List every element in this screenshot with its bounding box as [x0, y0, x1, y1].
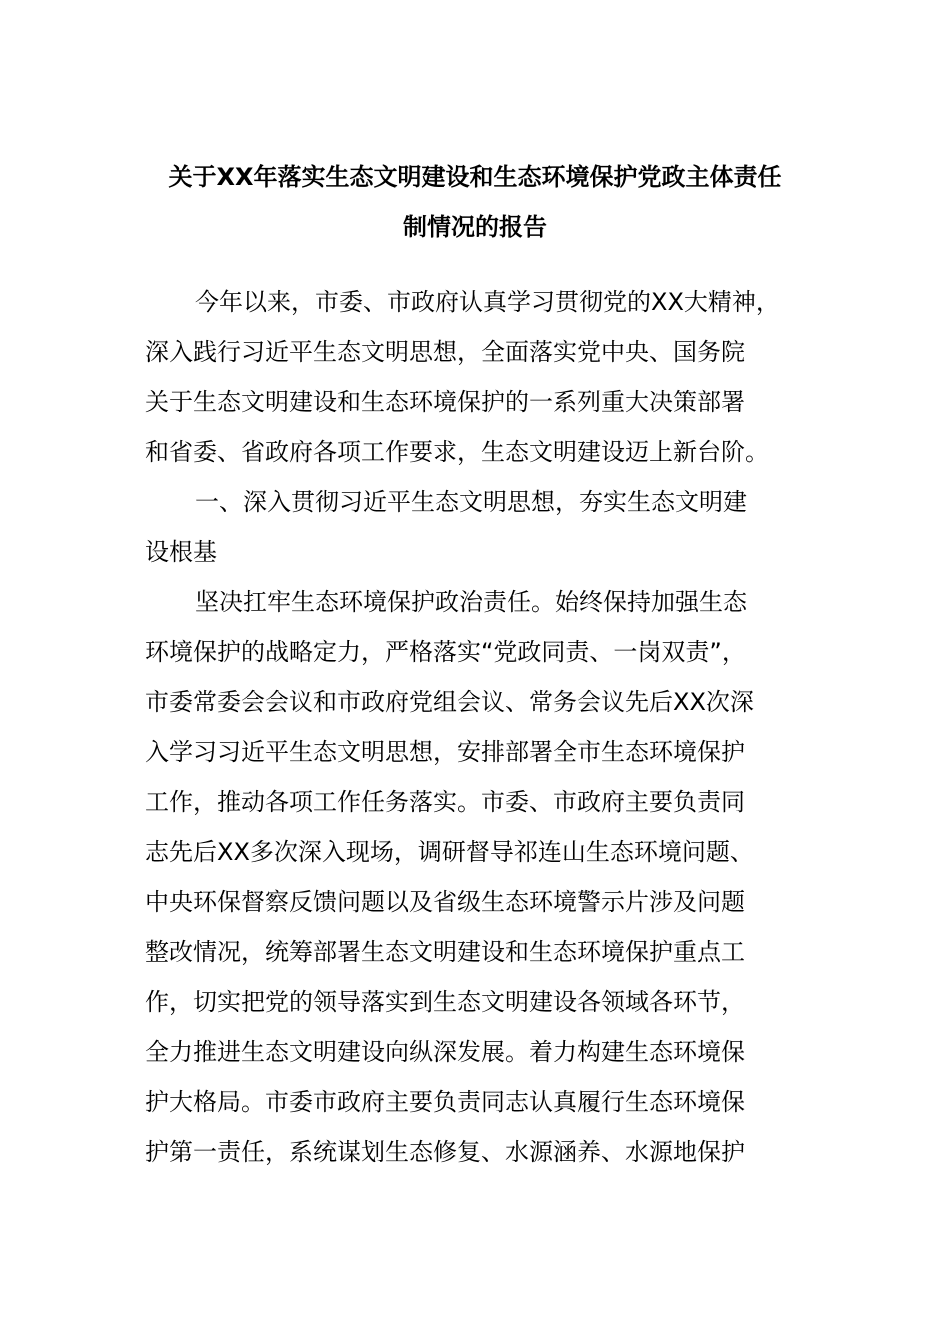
paragraph-1-line-4: 和省委、省政府各项工作要求，生态文明建设迈上新台阶。: [145, 438, 769, 466]
paragraph-3-line-11: 护大格局。市委市政府主要负责同志认真履行生态环境保: [145, 1088, 745, 1116]
paragraph-1-line-1: 今年以来，市委、市政府认真学习贯彻党的XX大精神，: [195, 288, 780, 316]
paragraph-3-line-12: 护第一责任，系统谋划生态修复、水源涵养、水源地保护: [145, 1138, 745, 1166]
paragraph-3-line-1: 坚决扛牢生态环境保护政治责任。始终保持加强生态: [195, 588, 747, 616]
section-heading-line-1: 一、深入贯彻习近平生态文明思想，夯实生态文明建: [195, 488, 747, 516]
paragraph-3-line-9: 作，切实把党的领导落实到生态文明建设各领域各环节，: [145, 988, 745, 1016]
paragraph-1-line-3: 关于生态文明建设和生态环境保护的一系列重大决策部署: [145, 388, 745, 416]
document-title-line-1: 关于XX年落实生态文明建设和生态环境保护党政主体责任: [168, 163, 782, 191]
paragraph-3-line-2: 环境保护的战略定力，严格落实“党政同责、一岗双责”，: [145, 638, 746, 666]
paragraph-3-line-6: 志先后XX多次深入现场，调研督导祁连山生态环境问题、: [145, 838, 754, 866]
paragraph-3-line-10: 全力推进生态文明建设向纵深发展。着力构建生态环境保: [145, 1038, 745, 1066]
document-title-line-2: 制情况的报告: [403, 213, 547, 241]
paragraph-3-line-3: 市委常委会会议和市政府党组会议、常务会议先后XX次深: [145, 688, 754, 716]
paragraph-1-line-2: 深入践行习近平生态文明思想，全面落实党中央、国务院: [145, 338, 745, 366]
section-heading-line-2: 设根基: [145, 538, 217, 566]
paragraph-3-line-7: 中央环保督察反馈问题以及省级生态环境警示片涉及问题: [145, 888, 745, 916]
paragraph-3-line-5: 工作，推动各项工作任务落实。市委、市政府主要负责同: [145, 788, 745, 816]
paragraph-3-line-4: 入学习习近平生态文明思想，安排部署全市生态环境保护: [145, 738, 745, 766]
paragraph-3-line-8: 整改情况，统筹部署生态文明建设和生态环境保护重点工: [145, 938, 745, 966]
